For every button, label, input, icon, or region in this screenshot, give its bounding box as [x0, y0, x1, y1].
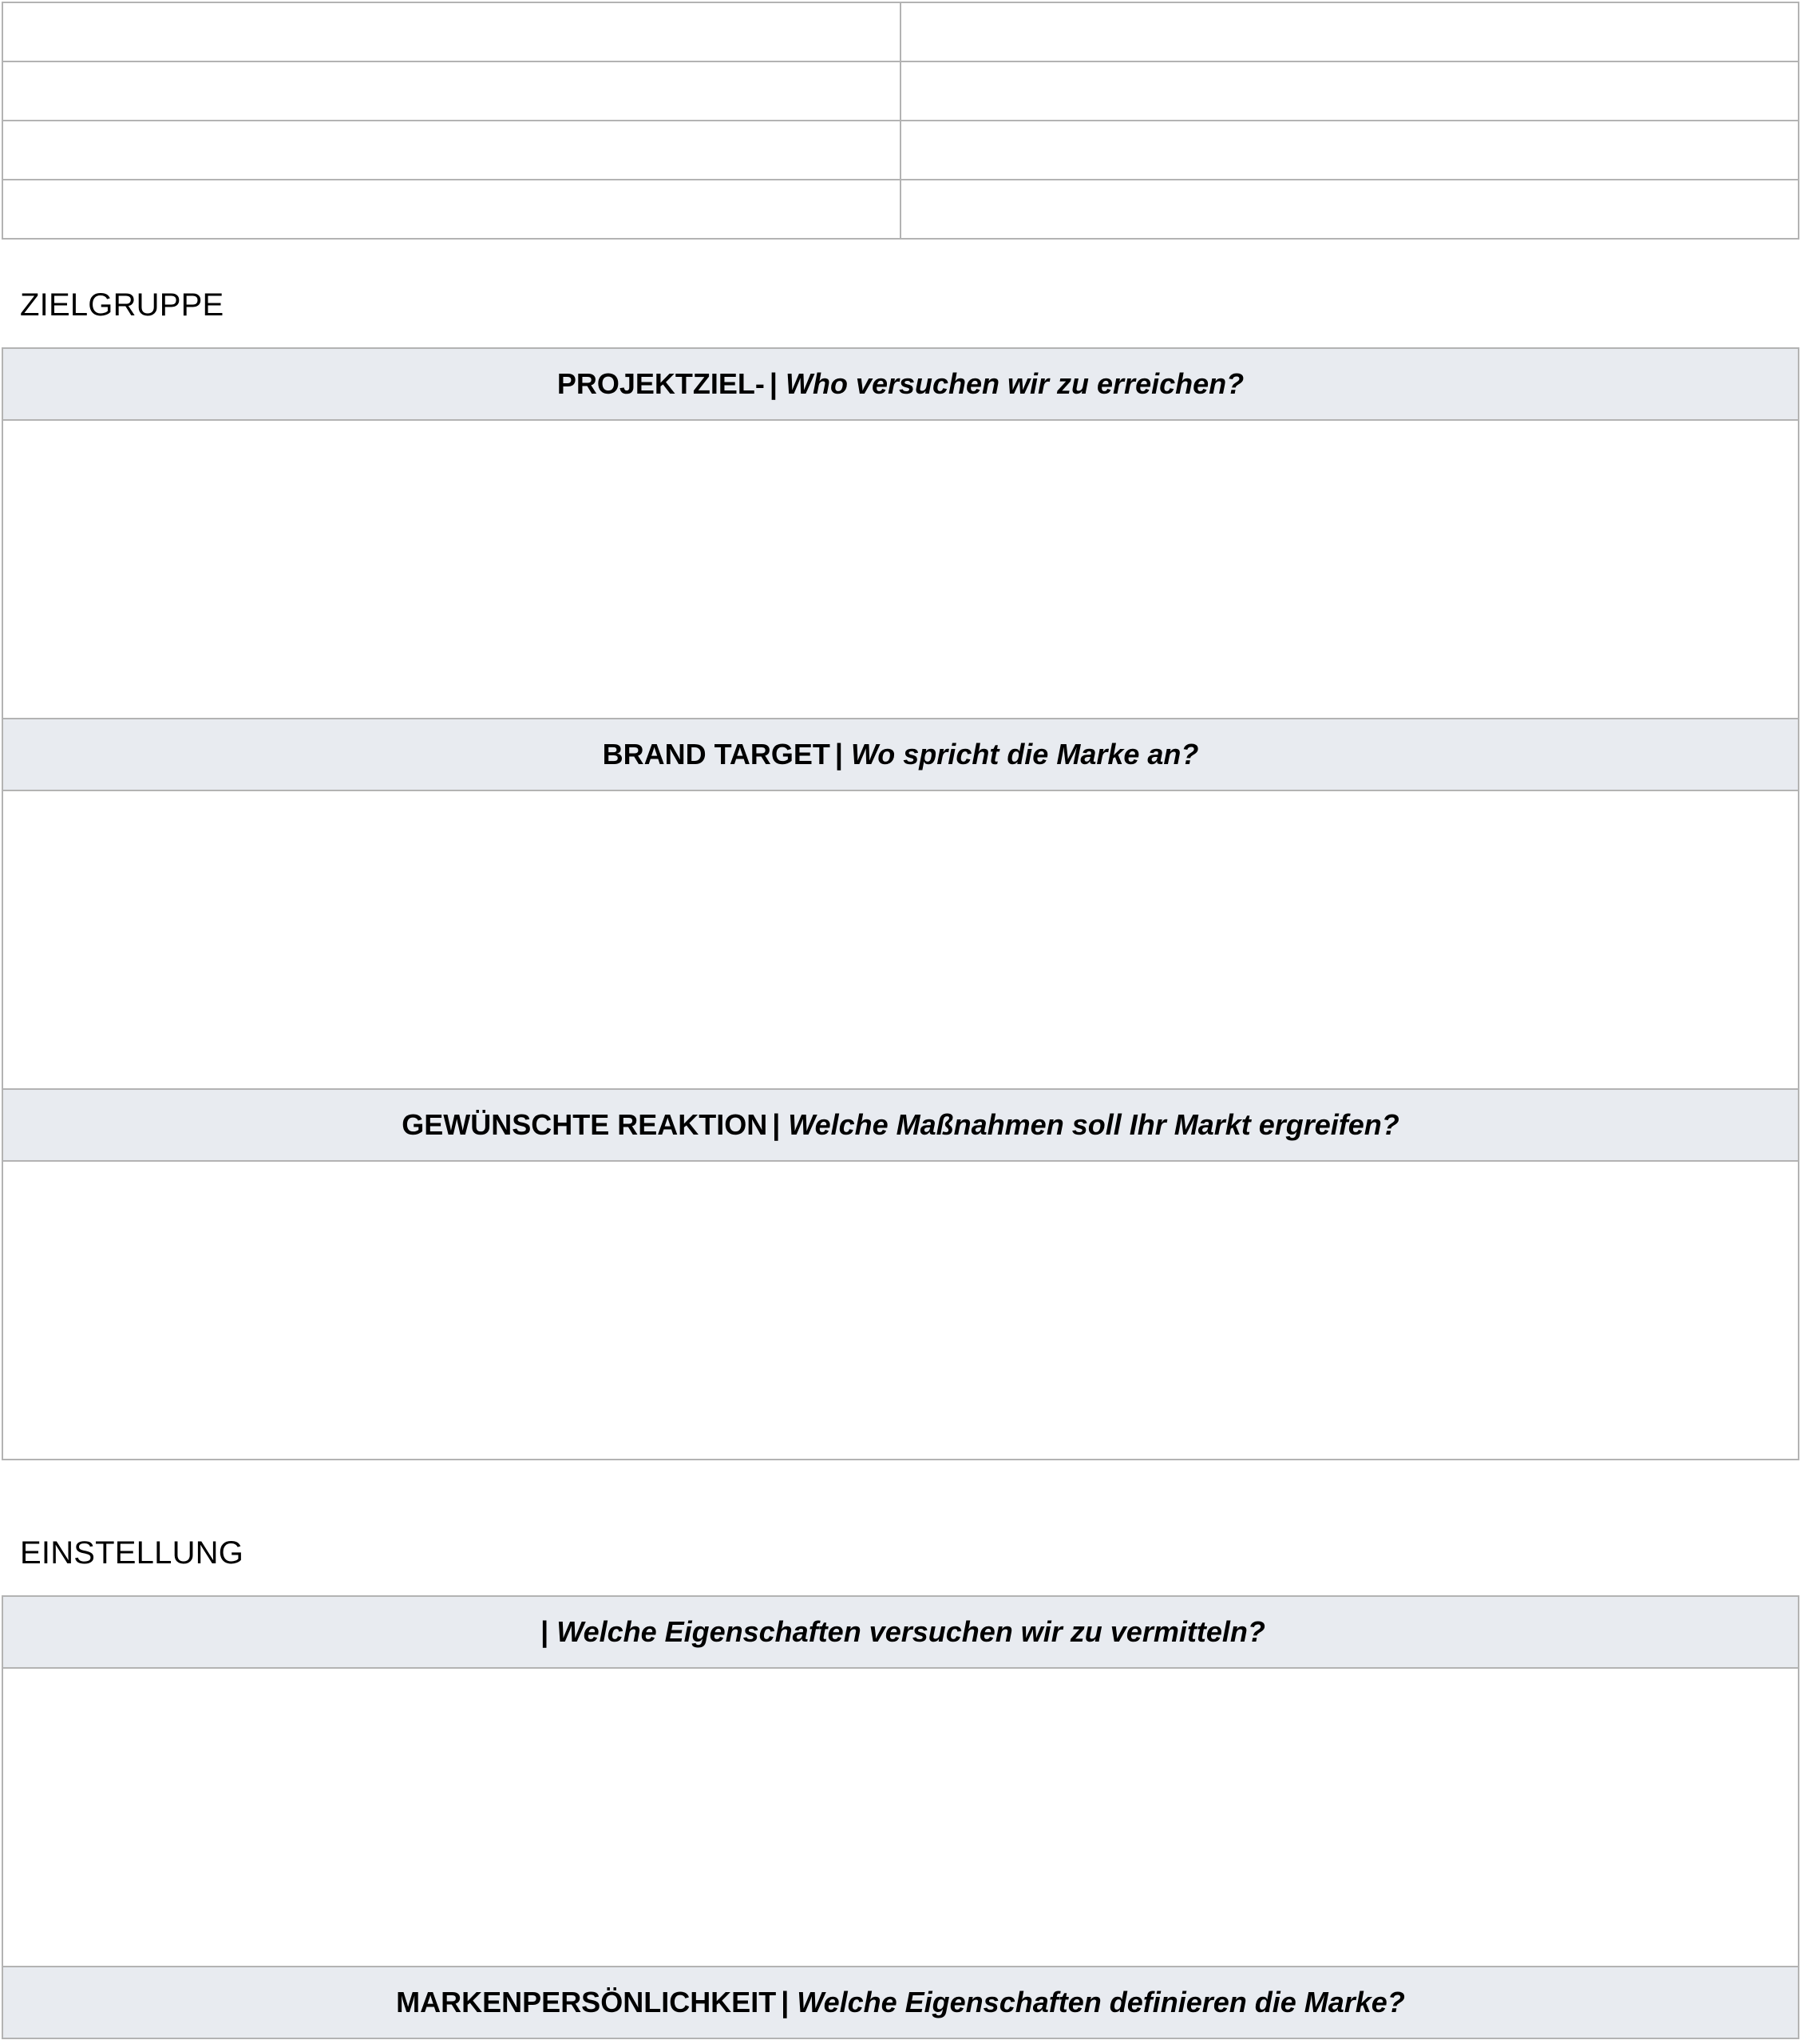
header-separator: | [781, 1986, 790, 2018]
table-row [2, 121, 1799, 180]
answer-field-brand-target[interactable] [2, 790, 1799, 1089]
top-info-table [2, 2, 1799, 240]
header-separator: | [772, 1108, 781, 1141]
info-label-cell[interactable] [2, 2, 900, 61]
header-question: Welche Eigenschaften versuchen wir zu vermitteln? [556, 1615, 1265, 1648]
section-body-row [2, 1668, 1799, 1967]
header-question: Welche Eigenschaften definieren die Marke? [797, 1986, 1405, 2018]
header-separator: | [769, 367, 778, 400]
info-value-cell[interactable] [900, 2, 1799, 61]
header-projektziel [2, 348, 1799, 420]
header-question: Wo spricht die Marke an? [850, 738, 1199, 770]
section-body-row [2, 1161, 1799, 1460]
table-row [2, 2, 1799, 61]
header-markenpersoenlichkeit [2, 1967, 1799, 2038]
header-eigenschaften [2, 1596, 1799, 1668]
answer-field-gewuenschte-reaktion[interactable] [2, 1161, 1799, 1460]
info-value-cell[interactable] [900, 121, 1799, 180]
header-label: GEWÜNSCHTE REAKTION [402, 1108, 768, 1141]
header-separator: | [540, 1615, 549, 1648]
header-label: BRAND TARGET [602, 738, 830, 770]
info-value-cell[interactable] [900, 61, 1799, 121]
section-title-zielgruppe: ZIELGRUPPE [20, 287, 224, 323]
info-label-cell[interactable] [2, 61, 900, 121]
answer-field-projektziel[interactable] [2, 420, 1799, 719]
section-body-row [2, 420, 1799, 719]
section-header-row [2, 1089, 1799, 1161]
answer-field-eigenschaften[interactable] [2, 1668, 1799, 1967]
header-separator: | [834, 738, 843, 770]
table-row [2, 180, 1799, 239]
info-label-cell[interactable] [2, 121, 900, 180]
section-body-row [2, 790, 1799, 1089]
einstellung-table [2, 1595, 1799, 2039]
section-header-row [2, 1967, 1799, 2038]
section-header-row [2, 719, 1799, 790]
header-question: Welche Maßnahmen soll Ihr Markt ergreifen? [788, 1108, 1399, 1141]
section-header-row [2, 348, 1799, 420]
section-header-row [2, 1596, 1799, 1668]
info-value-cell[interactable] [900, 180, 1799, 239]
header-brand-target [2, 719, 1799, 790]
header-question: Who versuchen wir zu erreichen? [785, 367, 1245, 400]
section-title-einstellung: EINSTELLUNG [20, 1535, 244, 1571]
header-gewuenschte-reaktion [2, 1089, 1799, 1161]
header-label: MARKENPERSÖNLICHKEIT [396, 1986, 777, 2018]
header-label: PROJEKTZIEL- [556, 367, 765, 400]
table-row [2, 61, 1799, 121]
zielgruppe-table [2, 347, 1799, 1460]
info-label-cell[interactable] [2, 180, 900, 239]
